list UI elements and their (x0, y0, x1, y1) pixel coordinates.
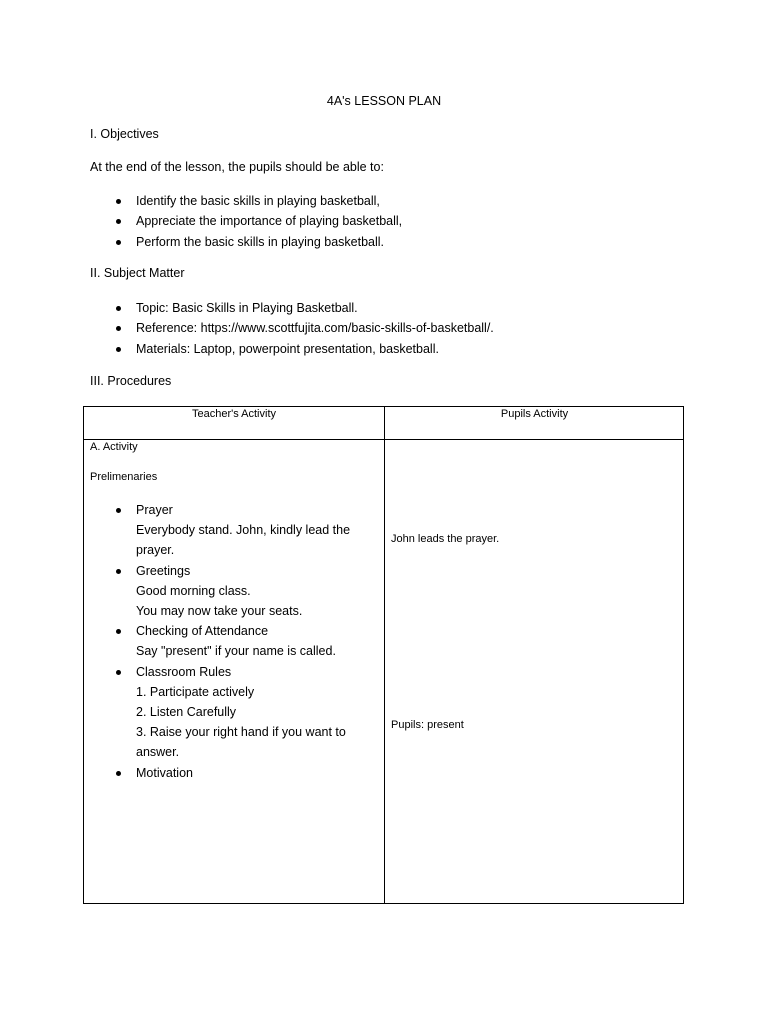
header-row-divider (84, 439, 683, 440)
activity-item-label: Prayer (136, 503, 173, 517)
activity-item-detail: 2. Listen Carefully (136, 705, 237, 720)
procedures-heading: III. Procedures (90, 374, 172, 388)
activity-item-label: Motivation (136, 765, 193, 780)
activity-item-label: Greetings (136, 563, 191, 578)
pupil-response: John leads the prayer. (391, 533, 500, 545)
teacher-activity-item (90, 500, 370, 561)
objective-item: Perform the basic skills in playing basketball. (90, 232, 402, 252)
subject-matter-item: Topic: Basic Skills in Playing Basketball. (90, 298, 494, 318)
preliminaries-label: Prelimenaries (90, 471, 158, 483)
subject-matter-list (90, 298, 494, 359)
teacher-activity-list (90, 500, 370, 783)
teacher-activity-item (90, 763, 370, 783)
objectives-intro: At the end of the lesson, the pupils should be able to: (90, 160, 384, 174)
activity-item-detail: Say "present" if your name is called. (136, 644, 336, 659)
activity-item-detail: 1. Participate actively (136, 684, 255, 699)
document-title: 4A's LESSON PLAN (326, 94, 442, 108)
objectives-list (90, 191, 402, 252)
teacher-activity-header: Teacher's Activity (191, 408, 277, 420)
subject-matter-item: Reference: https://www.scottfujita.com/basic-skills-of-basketball/. (90, 318, 494, 338)
subject-matter-item: Materials: Laptop, powerpoint presentation, basketball. (90, 339, 494, 359)
column-divider (384, 407, 385, 903)
activity-item-detail: 3. Raise your right hand if you want to answer. (136, 725, 346, 760)
pupil-response: Pupils: present (391, 719, 464, 731)
teacher-activity-item (90, 662, 370, 763)
objective-item: Identify the basic skills in playing basketball, (90, 191, 402, 211)
activity-item-detail: You may now take your seats. (136, 604, 303, 619)
procedures-table (83, 406, 684, 904)
activity-section-label: A. Activity (90, 441, 138, 453)
activity-item-label: Classroom Rules (136, 664, 232, 679)
subject-matter-heading: II. Subject Matter (90, 266, 185, 280)
activity-item-label: Checking of Attendance (136, 624, 269, 639)
objective-item: Appreciate the importance of playing basketball, (90, 211, 402, 231)
pupils-activity-header: Pupils Activity (500, 408, 569, 420)
teacher-activity-item (90, 621, 370, 661)
activity-item-detail: Everybody stand. John, kindly lead the prayer. (136, 523, 351, 558)
teacher-activity-item (90, 561, 370, 622)
activity-item-detail: Good morning class. (136, 583, 251, 598)
objectives-heading: I. Objectives (90, 127, 159, 141)
